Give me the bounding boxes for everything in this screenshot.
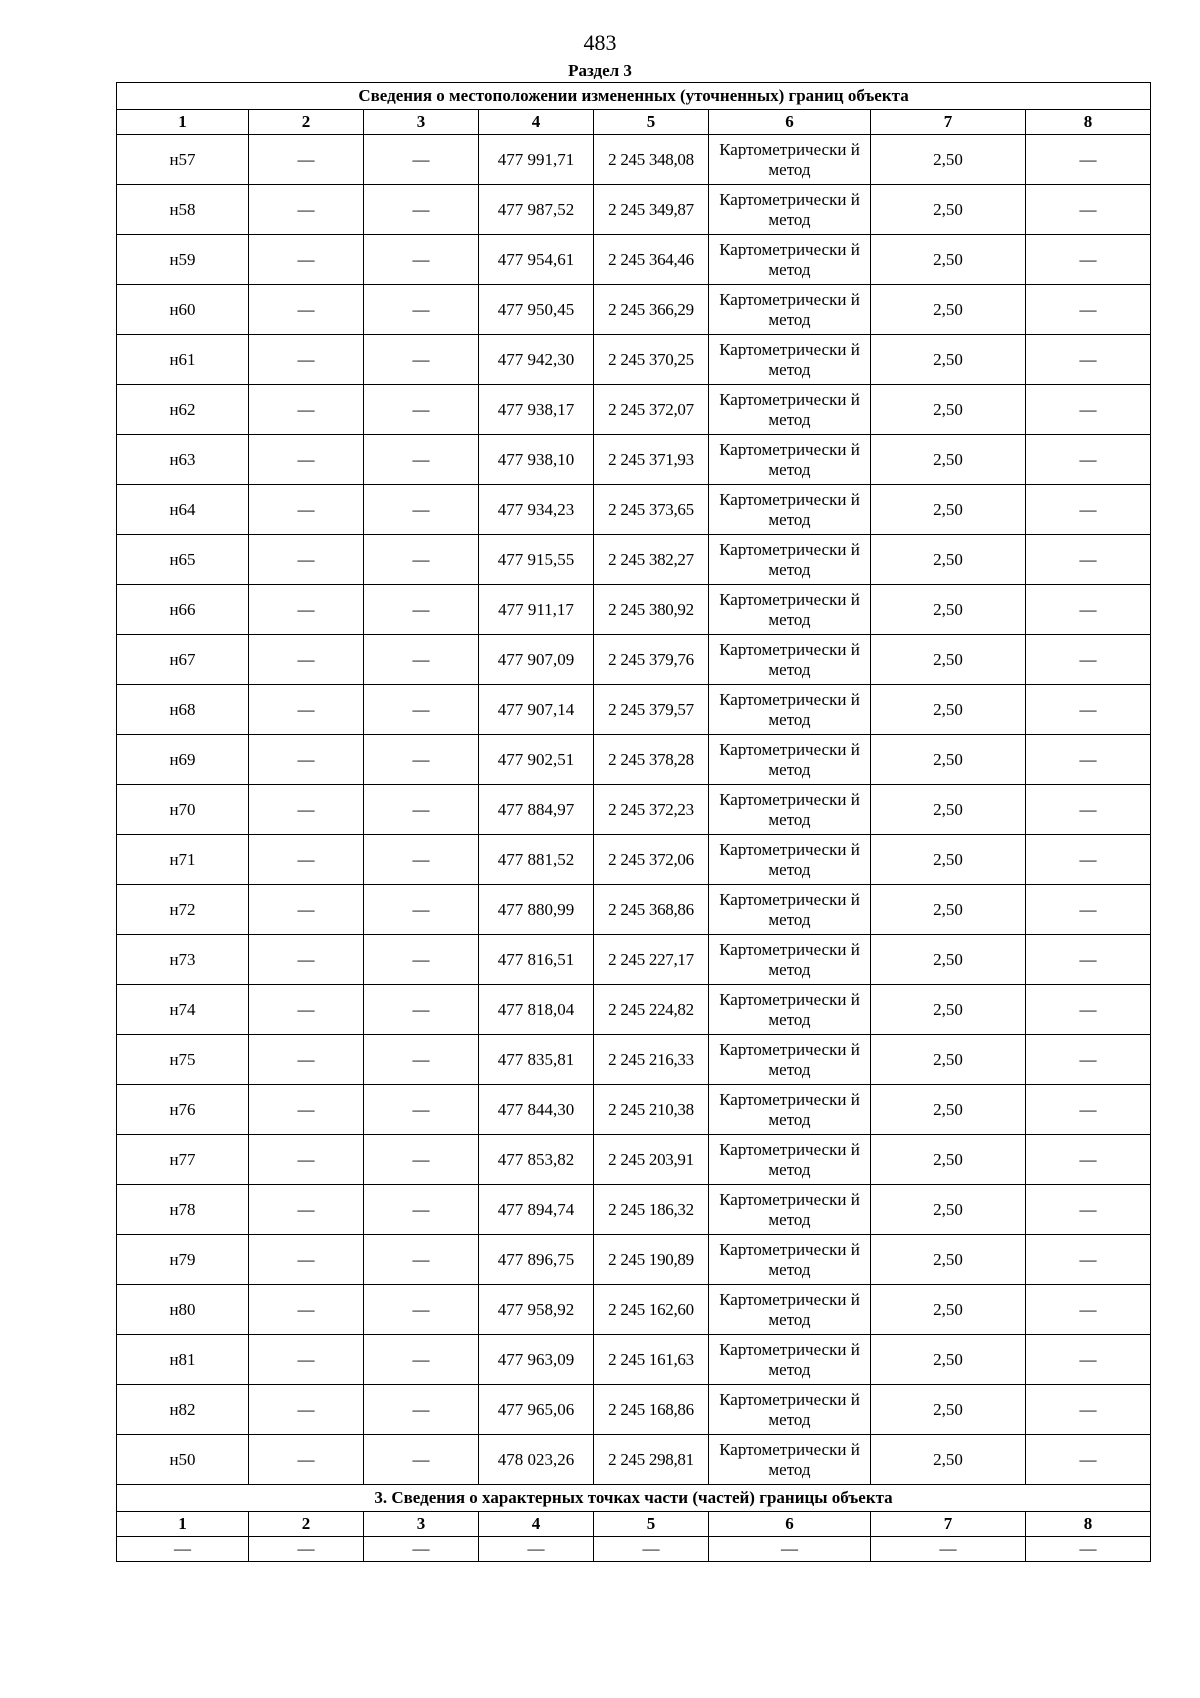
dash-cell: — [1026,335,1151,385]
y-coordinate-cell: 2 245 162,60 [594,1285,709,1335]
empty-cell: — [479,1537,594,1562]
x-coordinate-cell: 477 915,55 [479,535,594,585]
dash-cell: — [364,585,479,635]
point-cell: н82 [117,1385,249,1435]
accuracy-cell: 2,50 [871,1135,1026,1185]
accuracy-cell: 2,50 [871,285,1026,335]
x-coordinate-cell: 477 844,30 [479,1085,594,1135]
point-cell: н74 [117,985,249,1035]
empty-cell: — [117,1537,249,1562]
dash-cell: — [364,685,479,735]
column-header: 5 [594,110,709,135]
column-header: 7 [871,110,1026,135]
dash-cell: — [1026,185,1151,235]
dash-cell: — [1026,1185,1151,1235]
x-coordinate-cell: 477 950,45 [479,285,594,335]
table-row [117,235,1151,285]
x-coordinate-cell: 477 853,82 [479,1135,594,1185]
accuracy-cell: 2,50 [871,735,1026,785]
table-row [117,285,1151,335]
dash-cell: — [249,885,364,935]
dash-cell: — [1026,535,1151,585]
x-coordinate-cell: 477 958,92 [479,1285,594,1335]
dash-cell: — [249,1185,364,1235]
dash-cell: — [1026,635,1151,685]
dash-cell: — [364,485,479,535]
dash-cell: — [249,835,364,885]
dash-cell: — [249,1435,364,1485]
dash-cell: — [1026,1085,1151,1135]
dash-cell: — [249,1135,364,1185]
dash-cell: — [249,535,364,585]
dash-cell: — [249,285,364,335]
x-coordinate-cell: 477 991,71 [479,135,594,185]
point-cell: н66 [117,585,249,635]
dash-cell: — [249,1035,364,1085]
table-row [117,935,1151,985]
accuracy-cell: 2,50 [871,985,1026,1035]
x-coordinate-cell: 477 942,30 [479,335,594,385]
table-rows [117,135,1151,1485]
dash-cell: — [1026,1335,1151,1385]
dash-cell: — [364,1185,479,1235]
accuracy-cell: 2,50 [871,1185,1026,1235]
accuracy-cell: 2,50 [871,835,1026,885]
x-coordinate-cell: 477 911,17 [479,585,594,635]
method-cell: Картометрически й метод [709,435,871,485]
dash-cell: — [249,135,364,185]
dash-cell: — [1026,785,1151,835]
dash-cell: — [1026,985,1151,1035]
section-title: Раздел 3 [568,61,632,80]
accuracy-cell: 2,50 [871,785,1026,835]
table-row [117,1185,1151,1235]
x-coordinate-cell: 477 884,97 [479,785,594,835]
point-cell: н64 [117,485,249,535]
parts-section [117,1485,1151,1562]
dash-cell: — [364,285,479,335]
y-coordinate-cell: 2 245 380,92 [594,585,709,635]
column-header: 4 [479,110,594,135]
dash-cell: — [249,1335,364,1385]
method-cell: Картометрически й метод [709,1235,871,1285]
dash-cell: — [364,385,479,435]
dash-cell: — [249,935,364,985]
method-cell: Картометрически й метод [709,1435,871,1485]
dash-cell: — [249,435,364,485]
y-coordinate-cell: 2 245 168,86 [594,1385,709,1435]
x-coordinate-cell: 477 896,75 [479,1235,594,1285]
accuracy-cell: 2,50 [871,1285,1026,1335]
y-coordinate-cell: 2 245 224,82 [594,985,709,1035]
dash-cell: — [364,235,479,285]
dash-cell: — [364,1335,479,1385]
y-coordinate-cell: 2 245 368,86 [594,885,709,935]
y-coordinate-cell: 2 245 349,87 [594,185,709,235]
column-header: 1 [117,1512,249,1537]
x-coordinate-cell: 477 954,61 [479,235,594,285]
dash-cell: — [249,735,364,785]
accuracy-cell: 2,50 [871,185,1026,235]
dash-cell: — [364,335,479,385]
method-cell: Картометрически й метод [709,985,871,1035]
dash-cell: — [364,885,479,935]
y-coordinate-cell: 2 245 298,81 [594,1435,709,1485]
dash-cell: — [1026,485,1151,535]
table-row [117,1235,1151,1285]
accuracy-cell: 2,50 [871,685,1026,735]
accuracy-cell: 2,50 [871,435,1026,485]
method-cell: Картометрически й метод [709,835,871,885]
x-coordinate-cell: 478 023,26 [479,1435,594,1485]
x-coordinate-cell: 477 880,99 [479,885,594,935]
y-coordinate-cell: 2 245 370,25 [594,335,709,385]
x-coordinate-cell: 477 907,09 [479,635,594,685]
y-coordinate-cell: 2 245 203,91 [594,1135,709,1185]
dash-cell: — [249,585,364,635]
method-cell: Картометрически й метод [709,885,871,935]
table-row [117,435,1151,485]
accuracy-cell: 2,50 [871,1085,1026,1135]
dash-cell: — [1026,1135,1151,1185]
table-row [117,485,1151,535]
accuracy-cell: 2,50 [871,885,1026,935]
point-cell: н70 [117,785,249,835]
dash-cell: — [364,935,479,985]
y-coordinate-cell: 2 245 372,06 [594,835,709,885]
table-row [117,185,1151,235]
table-row [117,985,1151,1035]
method-cell: Картометрически й метод [709,685,871,735]
accuracy-cell: 2,50 [871,1035,1026,1085]
point-cell: н69 [117,735,249,785]
method-cell: Картометрически й метод [709,135,871,185]
method-cell: Картометрически й метод [709,785,871,835]
point-cell: н50 [117,1435,249,1485]
accuracy-cell: 2,50 [871,235,1026,285]
method-cell: Картометрически й метод [709,1085,871,1135]
table-row [117,1135,1151,1185]
x-coordinate-cell: 477 881,52 [479,835,594,885]
column-header: 6 [709,110,871,135]
point-cell: н67 [117,635,249,685]
dash-cell: — [364,1085,479,1135]
empty-cell: — [249,1537,364,1562]
table-row [117,785,1151,835]
y-coordinate-cell: 2 245 348,08 [594,135,709,185]
dash-cell: — [249,1085,364,1135]
column-header: 5 [594,1512,709,1537]
dash-cell: — [1026,1035,1151,1085]
method-cell: Картометрически й метод [709,285,871,335]
empty-cell: — [709,1537,871,1562]
y-coordinate-cell: 2 245 373,65 [594,485,709,535]
dash-cell: — [1026,385,1151,435]
table-row [117,685,1151,735]
method-cell: Картометрически й метод [709,635,871,685]
dash-cell: — [1026,735,1151,785]
y-coordinate-cell: 2 245 382,27 [594,535,709,585]
y-coordinate-cell: 2 245 379,57 [594,685,709,735]
column-header: 7 [871,1512,1026,1537]
dash-cell: — [1026,835,1151,885]
dash-cell: — [364,185,479,235]
method-cell: Картометрически й метод [709,535,871,585]
dash-cell: — [249,635,364,685]
dash-cell: — [364,535,479,585]
empty-cell: — [364,1537,479,1562]
table-row [117,335,1151,385]
dash-cell: — [364,835,479,885]
y-coordinate-cell: 2 245 210,38 [594,1085,709,1135]
boundary-points-table [116,82,1151,1562]
point-cell: н71 [117,835,249,885]
column-header: 8 [1026,1512,1151,1537]
dash-cell: — [364,985,479,1035]
point-cell: н63 [117,435,249,485]
column-header: 1 [117,110,249,135]
accuracy-cell: 2,50 [871,135,1026,185]
dash-cell: — [249,985,364,1035]
dash-cell: — [1026,935,1151,985]
dash-cell: — [249,485,364,535]
column-header: 2 [249,1512,364,1537]
y-coordinate-cell: 2 245 379,76 [594,635,709,685]
x-coordinate-cell: 477 938,17 [479,385,594,435]
y-coordinate-cell: 2 245 186,32 [594,1185,709,1235]
dash-cell: — [249,335,364,385]
accuracy-cell: 2,50 [871,335,1026,385]
y-coordinate-cell: 2 245 161,63 [594,1335,709,1385]
point-cell: н81 [117,1335,249,1385]
point-cell: н62 [117,385,249,435]
method-cell: Картометрически й метод [709,485,871,535]
dash-cell: — [364,785,479,835]
empty-cell: — [1026,1537,1151,1562]
table-row [117,135,1151,185]
dash-cell: — [364,1435,479,1485]
column-header: 4 [479,1512,594,1537]
table-row [117,1085,1151,1135]
x-coordinate-cell: 477 963,09 [479,1335,594,1385]
dash-cell: — [249,785,364,835]
method-cell: Картометрически й метод [709,335,871,385]
method-cell: Картометрически й метод [709,1385,871,1435]
method-cell: Картометрически й метод [709,1135,871,1185]
dash-cell: — [1026,585,1151,635]
x-coordinate-cell: 477 902,51 [479,735,594,785]
x-coordinate-cell: 477 938,10 [479,435,594,485]
column-header: 8 [1026,110,1151,135]
y-coordinate-cell: 2 245 378,28 [594,735,709,785]
dash-cell: — [364,1135,479,1185]
table-row [117,635,1151,685]
dash-cell: — [364,1035,479,1085]
table-row [117,1035,1151,1085]
y-coordinate-cell: 2 245 227,17 [594,935,709,985]
point-cell: н79 [117,1235,249,1285]
x-coordinate-cell: 477 894,74 [479,1185,594,1235]
point-cell: н65 [117,535,249,585]
empty-cell: — [871,1537,1026,1562]
dash-cell: — [1026,1435,1151,1485]
table-caption: Сведения о местоположении измененных (уточненных) границ объекта [117,83,1151,110]
point-cell: н59 [117,235,249,285]
method-cell: Картометрически й метод [709,1185,871,1235]
table-row [117,585,1151,635]
dash-cell: — [364,1235,479,1285]
accuracy-cell: 2,50 [871,935,1026,985]
table-row [117,385,1151,435]
x-coordinate-cell: 477 987,52 [479,185,594,235]
empty-row [117,1537,1151,1562]
table-row [117,1385,1151,1435]
y-coordinate-cell: 2 245 371,93 [594,435,709,485]
accuracy-cell: 2,50 [871,1335,1026,1385]
method-cell: Картометрически й метод [709,385,871,435]
y-coordinate-cell: 2 245 216,33 [594,1035,709,1085]
empty-cell: — [594,1537,709,1562]
y-coordinate-cell: 2 245 364,46 [594,235,709,285]
dash-cell: — [1026,435,1151,485]
dash-cell: — [1026,1385,1151,1435]
dash-cell: — [1026,135,1151,185]
dash-cell: — [249,185,364,235]
table-row [117,1435,1151,1485]
accuracy-cell: 2,50 [871,1385,1026,1435]
dash-cell: — [364,1285,479,1335]
column-header: 3 [364,1512,479,1537]
point-cell: н73 [117,935,249,985]
dash-cell: — [249,685,364,735]
accuracy-cell: 2,50 [871,1235,1026,1285]
accuracy-cell: 2,50 [871,485,1026,535]
column-header: 3 [364,110,479,135]
x-coordinate-cell: 477 818,04 [479,985,594,1035]
x-coordinate-cell: 477 907,14 [479,685,594,735]
point-cell: н61 [117,335,249,385]
point-cell: н78 [117,1185,249,1235]
page-number: 483 [583,30,617,55]
dash-cell: — [249,385,364,435]
point-cell: н57 [117,135,249,185]
method-cell: Картометрически й метод [709,585,871,635]
dash-cell: — [1026,235,1151,285]
x-coordinate-cell: 477 965,06 [479,1385,594,1435]
dash-cell: — [364,135,479,185]
y-coordinate-cell: 2 245 190,89 [594,1235,709,1285]
dash-cell: — [249,1385,364,1435]
table-row [117,1285,1151,1335]
x-coordinate-cell: 477 934,23 [479,485,594,535]
dash-cell: — [1026,1235,1151,1285]
point-cell: н75 [117,1035,249,1085]
table-row [117,535,1151,585]
dash-cell: — [364,1385,479,1435]
method-cell: Картометрически й метод [709,1035,871,1085]
table-row [117,735,1151,785]
point-cell: н80 [117,1285,249,1335]
method-cell: Картометрически й метод [709,235,871,285]
x-coordinate-cell: 477 816,51 [479,935,594,985]
method-cell: Картометрически й метод [709,1285,871,1335]
y-coordinate-cell: 2 245 372,23 [594,785,709,835]
x-coordinate-cell: 477 835,81 [479,1035,594,1085]
dash-cell: — [249,1235,364,1285]
method-cell: Картометрически й метод [709,735,871,785]
point-cell: н72 [117,885,249,935]
column-header-row [117,110,1151,135]
table-row [117,1335,1151,1385]
dash-cell: — [1026,1285,1151,1335]
method-cell: Картометрически й метод [709,1335,871,1385]
dash-cell: — [249,1285,364,1335]
accuracy-cell: 2,50 [871,1435,1026,1485]
point-cell: н77 [117,1135,249,1185]
section-caption: 3. Сведения о характерных точках части (частей) границы объекта [117,1485,1151,1512]
table-row [117,885,1151,935]
point-cell: н58 [117,185,249,235]
dash-cell: — [364,435,479,485]
point-cell: н76 [117,1085,249,1135]
dash-cell: — [1026,885,1151,935]
method-cell: Картометрически й метод [709,935,871,985]
method-cell: Картометрически й метод [709,185,871,235]
accuracy-cell: 2,50 [871,385,1026,435]
table-row [117,835,1151,885]
accuracy-cell: 2,50 [871,535,1026,585]
accuracy-cell: 2,50 [871,635,1026,685]
dash-cell: — [1026,285,1151,335]
point-cell: н68 [117,685,249,735]
y-coordinate-cell: 2 245 372,07 [594,385,709,435]
point-cell: н60 [117,285,249,335]
column-header-row [117,1512,1151,1537]
y-coordinate-cell: 2 245 366,29 [594,285,709,335]
column-header: 2 [249,110,364,135]
accuracy-cell: 2,50 [871,585,1026,635]
column-header: 6 [709,1512,871,1537]
dash-cell: — [249,235,364,285]
dash-cell: — [1026,685,1151,735]
dash-cell: — [364,635,479,685]
dash-cell: — [364,735,479,785]
table-body [117,83,1151,135]
